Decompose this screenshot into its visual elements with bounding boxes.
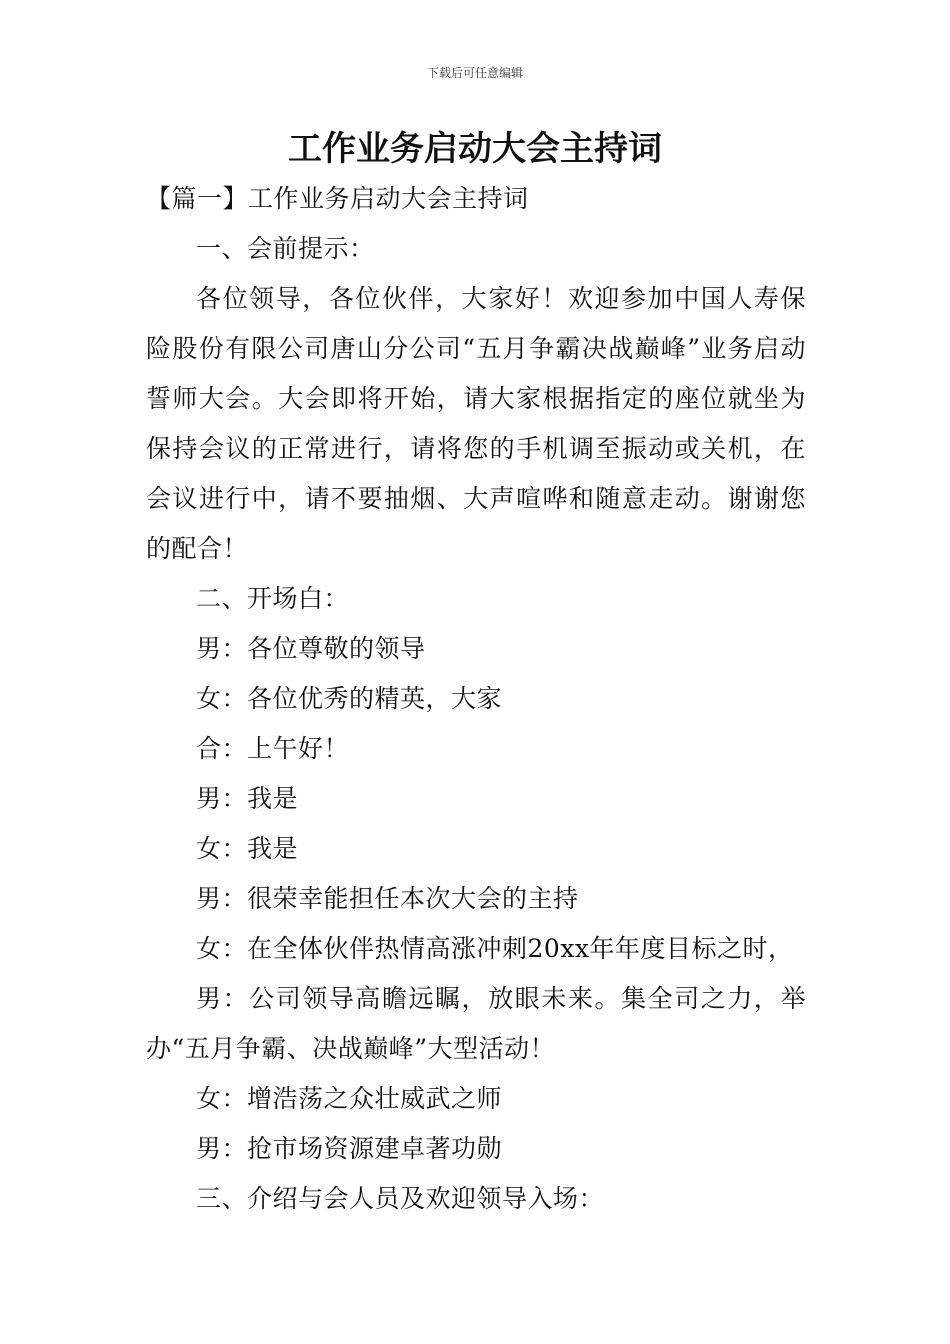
paragraph: 男：各位尊敬的领导 (196, 634, 426, 663)
paragraph: 女：各位优秀的精英，大家 (196, 684, 503, 713)
paragraph: 女：增浩荡之众壮威武之师 (196, 1084, 503, 1113)
paragraph: 各位领导，各位伙伴，大家好！欢迎参加中国人寿保险股份有限公司唐山分公司“五月争霸决战巅峰”业务启动誓师大会。大会即将开始，请大家根据指定的座位就坐为保持会议的正常进行，请将您的手机调至振动或关机，在会议进行中，请不要抽烟、大声喧哗和随意走动。谢谢您的配合！ (146, 284, 806, 563)
paragraph: 三、介绍与会人员及欢迎领导入场： (196, 1184, 605, 1213)
paragraph: 男：抢市场资源建卓著功勋 (196, 1134, 503, 1163)
paragraph: 女：在全体伙伴热情高涨冲刺20xx年年度目标之时， (196, 934, 794, 963)
paragraph: 合：上午好！ (196, 734, 350, 763)
paragraph: 【篇一】工作业务启动大会主持词 (146, 184, 529, 213)
header-note: 下载后可任意编辑 (426, 66, 523, 80)
document-title: 工作业务启动大会主持词 (288, 129, 662, 169)
paragraph: 男：我是 (196, 784, 299, 813)
document-body (146, 174, 806, 1224)
paragraph: 二、开场白： (196, 584, 350, 613)
paragraph: 男：公司领导高瞻远瞩，放眼未来。集全司之力，举办“五月争霸、决战巅峰”大型活动！ (146, 984, 806, 1063)
paragraph: 男：很荣幸能担任本次大会的主持 (196, 884, 579, 913)
paragraph: 女：我是 (196, 834, 299, 863)
paragraph: 一、会前提示： (196, 234, 375, 263)
